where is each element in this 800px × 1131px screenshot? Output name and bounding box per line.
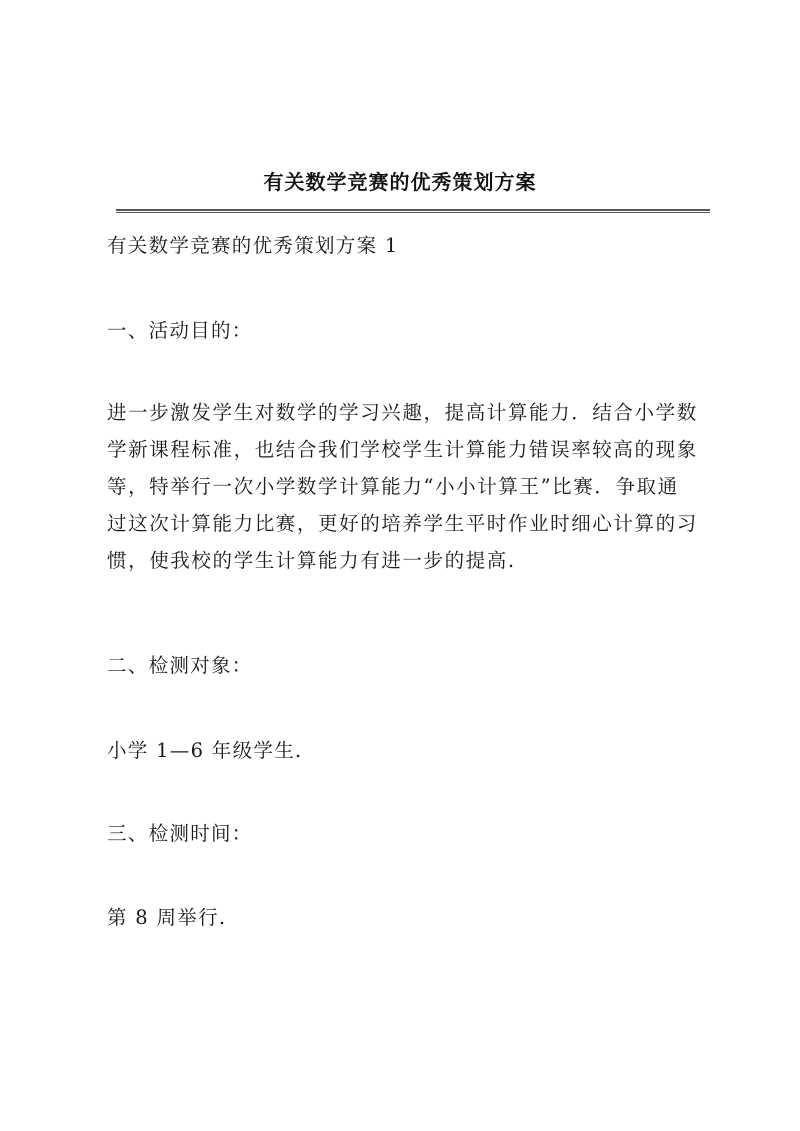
section-heading-purpose: 一、活动目的： xyxy=(107,319,253,342)
paragraph-line: 等，特举行一次小学数学计算能力“小小计算王”比赛．争取通 xyxy=(107,475,679,498)
paragraph-line: 进一步激发学生对数学的学习兴趣，提高计算能力．结合小学数 xyxy=(107,401,698,424)
section-heading-time: 三、检测时间： xyxy=(107,822,253,845)
section-heading-subjects: 二、检测对象： xyxy=(107,654,253,677)
title-divider xyxy=(116,209,710,213)
paragraph-line: 过这次计算能力比赛，更好的培养学生平时作业时细心计算的习 xyxy=(107,512,698,535)
section-paragraph-purpose xyxy=(107,394,713,579)
paragraph-line: 惯，使我校的学生计算能力有进一步的提高. xyxy=(107,549,516,572)
section-paragraph-subjects: 小学 1—6 年级学生. xyxy=(107,739,303,762)
section-paragraph-time: 第 8 周举行. xyxy=(107,906,227,929)
paragraph-line: 学新课程标准，也结合我们学校学生计算能力错误率较高的现象 xyxy=(107,438,698,461)
subtitle: 有关数学竞赛的优秀策划方案 1 xyxy=(107,234,399,257)
document-title: 有关数学竞赛的优秀策划方案 xyxy=(263,170,537,194)
